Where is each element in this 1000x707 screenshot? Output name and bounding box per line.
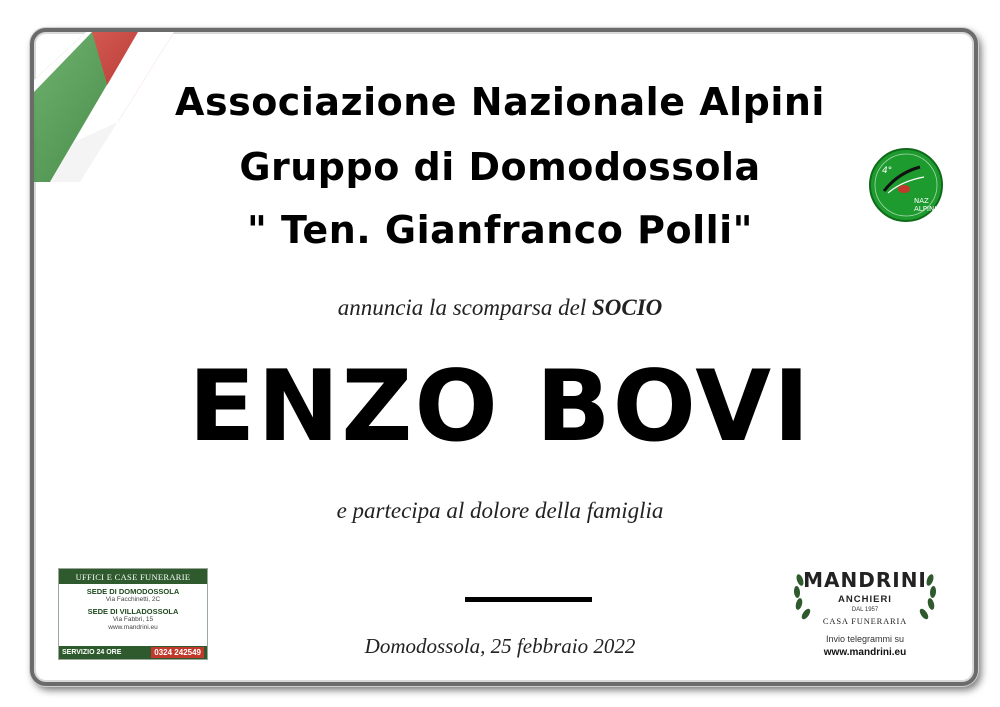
- office2-address: Via Fabbri, 15: [112, 616, 154, 623]
- group-title: Gruppo di Domodossola: [239, 145, 761, 189]
- place-date: Domodossola, 25 febbraio 2022: [364, 634, 636, 658]
- announcement-line: [0, 295, 1000, 321]
- office1-title: SEDE DI DOMODOSSOLA: [86, 587, 180, 596]
- advert-phone: 0324 242549: [151, 647, 204, 658]
- service-label: SERVIZIO 24 ORE: [62, 649, 122, 656]
- group-dedication: " Ten. Gianfranco Polli": [247, 208, 753, 252]
- ana-alpini-emblem-icon: [868, 147, 944, 223]
- separator-rule: [465, 597, 592, 602]
- funeral-office-advert: [58, 568, 208, 660]
- office1-address: Via Facchinetti, 2C: [105, 596, 161, 603]
- funeral-home-subbrand: ANCHIERI: [838, 594, 892, 605]
- advert-footer: [59, 646, 207, 659]
- office2-title: SEDE DI VILLADOSSOLA: [87, 607, 179, 616]
- telegram-invite: Invio telegrammi su: [825, 634, 905, 644]
- funeral-home-logo: [788, 560, 942, 660]
- funeral-home-since: DAL 1957: [851, 607, 879, 613]
- association-title: Associazione Nazionale Alpini: [175, 80, 825, 124]
- svg-text:ALPINI: ALPINI: [914, 205, 937, 213]
- svg-text:4°: 4°: [882, 166, 893, 176]
- svg-text:NAZ: NAZ: [914, 197, 929, 205]
- condolence-text: e partecipa al dolore della famiglia: [336, 498, 664, 523]
- deceased-name: ENZO BOVI: [188, 350, 812, 464]
- advert-website: www.mandrini.eu: [108, 624, 158, 631]
- advert-header: UFFICI E CASE FUNERARIE: [59, 569, 207, 584]
- funeral-home-type: CASA FUNERARIA: [822, 616, 908, 626]
- announcement-text: annuncia la scomparsa del: [337, 295, 592, 320]
- funeral-home-website[interactable]: www.mandrini.eu: [823, 647, 907, 658]
- funeral-home-brand: MANDRINI: [803, 568, 927, 592]
- member-role: SOCIO: [591, 295, 663, 320]
